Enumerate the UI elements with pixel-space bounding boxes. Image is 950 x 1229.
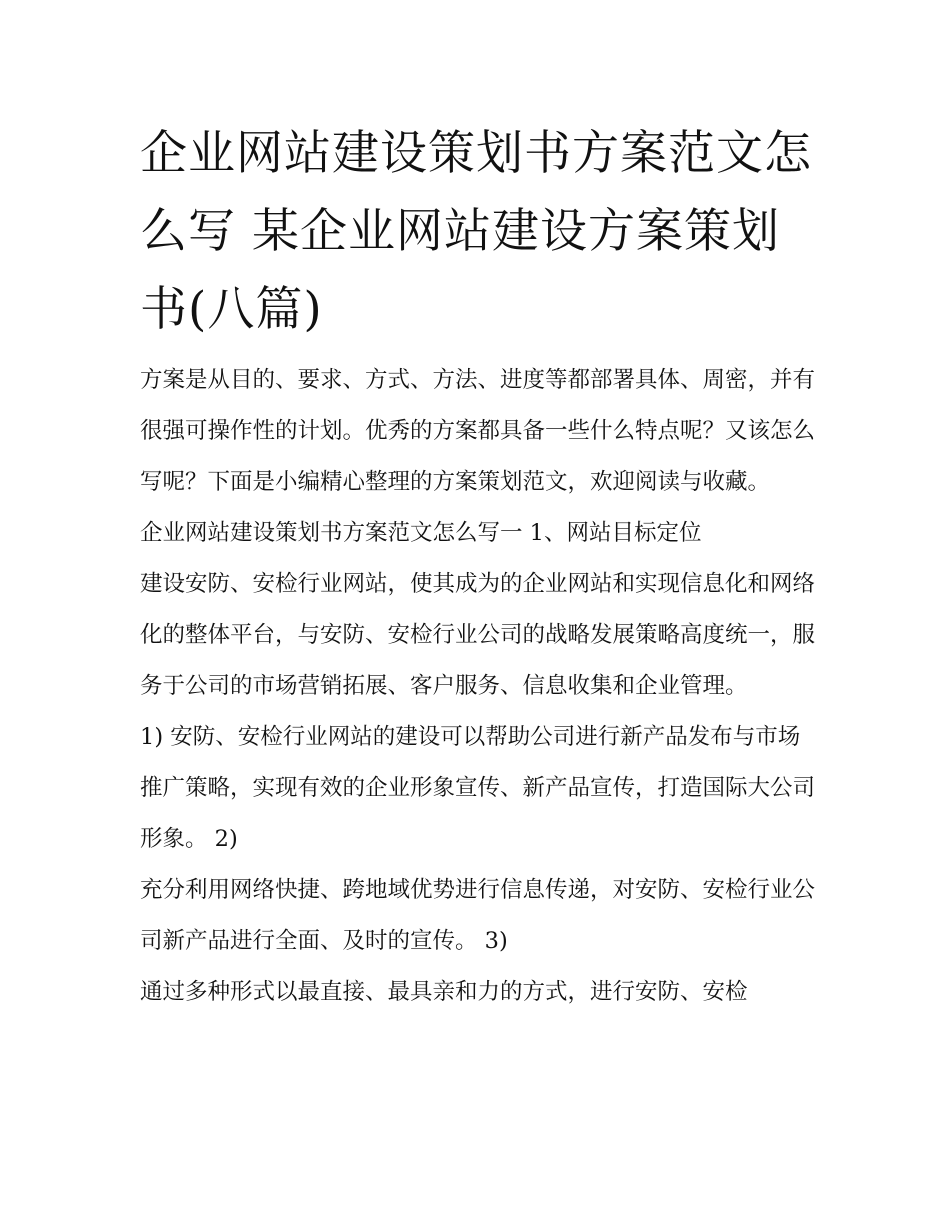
document-title: 企业网站建设策划书方案范文怎么写 某企业网站建设方案策划书(八篇) [140,126,812,337]
list-item-1: 1) 安防、安检行业网站的建设可以帮助公司进行新产品发布与市场推广策略，实现有效的企业形象宣传、新产品宣传，打造国际大公司形象。 2) [140,724,816,852]
body-paragraph: 建设安防、安检行业网站，使其成为的企业网站和实现信息化和网络化的整体平台，与安防、安检行业公司的战略发展策略高度统一，服务于公司的市场营销拓展、客户服务、信息收集和企业管理。 [140,571,816,699]
document-body [140,355,820,1018]
intro-paragraph: 方案是从目的、要求、方式、方法、进度等都部署具体、周密，并有很强可操作性的计划。优秀的方案都具备一些什么特点呢？又该怎么写呢？下面是小编精心整理的方案策划范文，欢迎阅读与收藏。 [140,367,816,495]
section-heading: 企业网站建设策划书方案范文怎么写一 1、网站目标定位 [140,520,702,546]
list-item-3: 通过多种形式以最直接、最具亲和力的方式，进行安防、安检 [140,979,748,1005]
list-item-2: 充分利用网络快捷、跨地域优势进行信息传递，对安防、安检行业公司新产品进行全面、及时的宣传。 3) [140,877,816,954]
